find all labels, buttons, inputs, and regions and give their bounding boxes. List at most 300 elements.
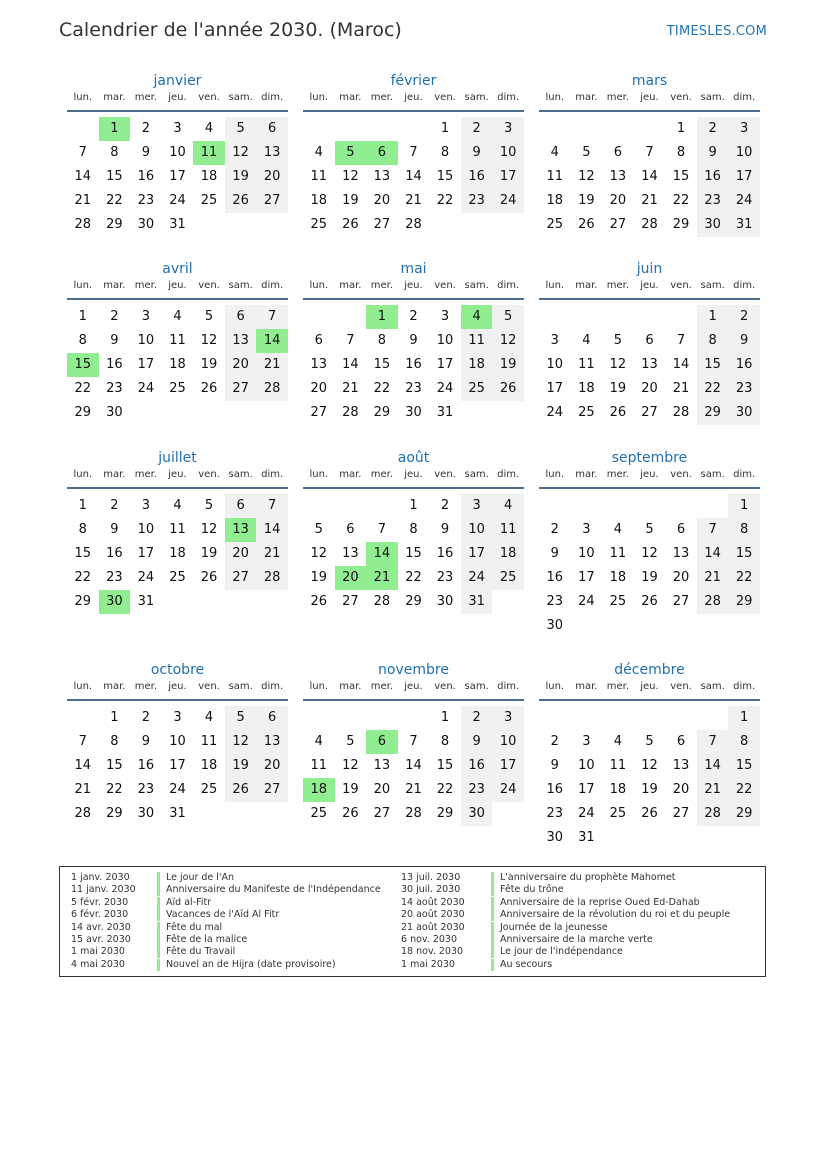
day-cell[interactable]: 16	[137, 758, 155, 773]
day-cell[interactable]: 14	[405, 169, 422, 184]
day-cell[interactable]: 31	[169, 806, 186, 821]
day-cell[interactable]: 25	[310, 806, 328, 821]
day-cell[interactable]: 14	[256, 518, 288, 542]
day-cell[interactable]: 31	[461, 590, 493, 614]
day-cell[interactable]: 26	[578, 217, 595, 232]
day-cell[interactable]: 29	[74, 594, 92, 609]
day-cell[interactable]: 28	[74, 217, 92, 232]
day-cell[interactable]: 16	[546, 570, 564, 585]
day-cell[interactable]: 26	[492, 377, 524, 401]
day-cell[interactable]: 2	[550, 734, 559, 749]
day-cell[interactable]: 13	[310, 357, 328, 372]
day-cell[interactable]: 15	[373, 357, 391, 372]
day-cell[interactable]: 5	[492, 305, 524, 329]
day-cell[interactable]: 24	[461, 566, 493, 590]
day-cell[interactable]: 23	[461, 778, 493, 802]
day-cell[interactable]: 22	[672, 193, 690, 208]
day-cell[interactable]: 8	[440, 734, 450, 749]
day-cell[interactable]: 23	[461, 189, 493, 213]
day-cell[interactable]: 15	[728, 754, 760, 778]
day-cell[interactable]: 10	[137, 333, 155, 348]
day-cell[interactable]: 25	[310, 217, 328, 232]
day-cell[interactable]: 25	[609, 806, 627, 821]
day-cell[interactable]: 14	[256, 329, 288, 353]
day-cell[interactable]: 6	[676, 734, 686, 749]
day-cell[interactable]: 30	[137, 217, 155, 232]
day-cell[interactable]: 2	[110, 309, 119, 324]
day-cell[interactable]: 5	[346, 734, 355, 749]
day-cell[interactable]: 22	[106, 193, 123, 208]
day-cell[interactable]: 27	[225, 566, 257, 590]
day-cell[interactable]: 8	[110, 145, 119, 160]
day-cell[interactable]: 3	[582, 522, 591, 537]
day-cell[interactable]: 8	[676, 145, 686, 160]
day-cell[interactable]: 23	[546, 806, 564, 821]
day-cell[interactable]: 19	[609, 381, 627, 396]
day-cell[interactable]: 21	[74, 193, 92, 208]
day-cell[interactable]: 19	[200, 357, 218, 372]
day-cell[interactable]: 14	[672, 357, 690, 372]
day-cell[interactable]: 20	[641, 381, 658, 396]
day-cell[interactable]: 27	[672, 806, 690, 821]
day-cell[interactable]: 30	[436, 594, 454, 609]
day-cell[interactable]: 26	[609, 405, 627, 420]
day-cell[interactable]: 8	[110, 734, 119, 749]
day-cell[interactable]: 4	[314, 145, 323, 160]
day-cell[interactable]: 13	[256, 730, 288, 754]
day-cell[interactable]: 9	[141, 145, 151, 160]
day-cell[interactable]: 21	[641, 193, 658, 208]
day-cell[interactable]: 1	[676, 121, 686, 136]
day-cell[interactable]: 30	[137, 806, 155, 821]
day-cell[interactable]: 11	[609, 758, 627, 773]
day-cell[interactable]: 8	[440, 145, 450, 160]
day-cell[interactable]: 29	[106, 806, 123, 821]
day-cell[interactable]: 7	[409, 145, 418, 160]
day-cell[interactable]: 23	[546, 594, 564, 609]
day-cell[interactable]: 3	[582, 734, 591, 749]
day-cell[interactable]: 24	[492, 189, 524, 213]
day-cell[interactable]: 7	[78, 734, 87, 749]
day-cell[interactable]: 16	[106, 546, 123, 561]
day-cell[interactable]: 3	[173, 121, 182, 136]
day-cell[interactable]: 26	[342, 806, 359, 821]
day-cell[interactable]: 8	[377, 333, 387, 348]
day-cell[interactable]: 11	[461, 329, 493, 353]
day-cell[interactable]: 24	[578, 594, 595, 609]
day-cell[interactable]: 27	[641, 405, 658, 420]
day-cell[interactable]: 23	[728, 377, 760, 401]
day-cell[interactable]: 31	[578, 830, 595, 845]
day-cell[interactable]: 17	[578, 782, 595, 797]
day-cell[interactable]: 5	[613, 333, 623, 348]
day-cell[interactable]: 31	[436, 405, 454, 420]
day-cell[interactable]: 30	[546, 830, 564, 845]
day-cell[interactable]: 28	[697, 802, 729, 826]
day-cell[interactable]: 24	[137, 570, 155, 585]
day-cell[interactable]: 2	[141, 121, 151, 136]
day-cell[interactable]: 20	[225, 353, 257, 377]
day-cell[interactable]: 29	[728, 590, 760, 614]
day-cell[interactable]: 18	[609, 570, 627, 585]
day-cell[interactable]: 3	[461, 494, 493, 518]
day-cell[interactable]: 4	[613, 522, 623, 537]
day-cell[interactable]: 27	[310, 405, 328, 420]
day-cell[interactable]: 28	[256, 566, 288, 590]
day-cell[interactable]: 19	[641, 782, 658, 797]
day-cell[interactable]: 16	[697, 165, 729, 189]
day-cell[interactable]: 30	[405, 405, 422, 420]
day-cell[interactable]: 2	[409, 309, 418, 324]
day-cell[interactable]: 29	[436, 806, 454, 821]
day-cell[interactable]: 12	[609, 357, 627, 372]
day-cell[interactable]: 14	[74, 169, 92, 184]
day-cell[interactable]: 22	[106, 782, 123, 797]
day-cell[interactable]: 25	[492, 566, 524, 590]
day-cell[interactable]: 13	[342, 546, 359, 561]
day-cell[interactable]: 22	[373, 381, 391, 396]
day-cell[interactable]: 16	[436, 546, 454, 561]
day-cell[interactable]: 3	[550, 333, 559, 348]
day-cell[interactable]: 9	[461, 730, 493, 754]
day-cell[interactable]: 6	[676, 522, 686, 537]
day-cell[interactable]: 15	[728, 542, 760, 566]
day-cell[interactable]: 17	[436, 357, 454, 372]
day-cell[interactable]: 10	[137, 522, 155, 537]
day-cell[interactable]: 6	[225, 494, 257, 518]
day-cell[interactable]: 25	[200, 782, 218, 797]
day-cell[interactable]: 4	[173, 309, 182, 324]
day-cell[interactable]: 28	[373, 594, 391, 609]
day-cell[interactable]: 19	[225, 165, 257, 189]
day-cell[interactable]: 27	[373, 217, 391, 232]
day-cell[interactable]: 4	[550, 145, 559, 160]
day-cell[interactable]: 8	[728, 730, 760, 754]
day-cell[interactable]: 20	[672, 782, 690, 797]
day-cell[interactable]: 12	[200, 333, 218, 348]
day-cell[interactable]: 25	[609, 594, 627, 609]
day-cell[interactable]: 16	[461, 754, 493, 778]
day-cell[interactable]: 1	[728, 706, 760, 730]
day-cell[interactable]: 6	[366, 141, 398, 165]
day-cell[interactable]: 15	[697, 353, 729, 377]
day-cell[interactable]: 21	[405, 193, 422, 208]
day-cell[interactable]: 14	[342, 357, 359, 372]
day-cell[interactable]: 29	[373, 405, 391, 420]
day-cell[interactable]: 31	[169, 217, 186, 232]
day-cell[interactable]: 3	[141, 309, 151, 324]
day-cell[interactable]: 10	[492, 730, 524, 754]
day-cell[interactable]: 10	[436, 333, 454, 348]
day-cell[interactable]: 17	[546, 381, 564, 396]
day-cell[interactable]: 25	[461, 377, 493, 401]
day-cell[interactable]: 18	[492, 542, 524, 566]
day-cell[interactable]: 19	[342, 193, 359, 208]
day-cell[interactable]: 31	[137, 594, 155, 609]
day-cell[interactable]: 13	[672, 758, 690, 773]
day-cell[interactable]: 12	[492, 329, 524, 353]
day-cell[interactable]: 5	[314, 522, 323, 537]
day-cell[interactable]: 6	[225, 305, 257, 329]
day-cell[interactable]: 10	[728, 141, 760, 165]
day-cell[interactable]: 1	[78, 309, 87, 324]
day-cell[interactable]: 21	[74, 782, 92, 797]
day-cell[interactable]: 18	[609, 782, 627, 797]
day-cell[interactable]: 14	[366, 542, 398, 566]
day-cell[interactable]: 21	[697, 778, 729, 802]
day-cell[interactable]: 18	[200, 758, 218, 773]
day-cell[interactable]: 10	[578, 758, 595, 773]
day-cell[interactable]: 10	[461, 518, 493, 542]
day-cell[interactable]: 4	[461, 305, 493, 329]
day-cell[interactable]: 30	[461, 802, 493, 826]
day-cell[interactable]: 22	[728, 566, 760, 590]
day-cell[interactable]: 20	[310, 381, 328, 396]
day-cell[interactable]: 19	[225, 754, 257, 778]
day-cell[interactable]: 2	[141, 710, 151, 725]
day-cell[interactable]: 15	[106, 758, 123, 773]
day-cell[interactable]: 23	[106, 381, 123, 396]
day-cell[interactable]: 9	[409, 333, 418, 348]
day-cell[interactable]: 1	[409, 498, 418, 513]
day-cell[interactable]: 2	[728, 305, 760, 329]
day-cell[interactable]: 18	[310, 193, 328, 208]
day-cell[interactable]: 10	[169, 734, 186, 749]
day-cell[interactable]: 16	[137, 169, 155, 184]
day-cell[interactable]: 27	[672, 594, 690, 609]
day-cell[interactable]: 1	[697, 305, 729, 329]
site-logo[interactable]: TIMESLES.COM	[666, 24, 767, 39]
day-cell[interactable]: 3	[492, 706, 524, 730]
day-cell[interactable]: 1	[366, 305, 398, 329]
day-cell[interactable]: 30	[697, 213, 729, 237]
day-cell[interactable]: 20	[672, 570, 690, 585]
day-cell[interactable]: 26	[225, 778, 257, 802]
day-cell[interactable]: 15	[436, 169, 454, 184]
day-cell[interactable]: 2	[461, 706, 493, 730]
day-cell[interactable]: 7	[256, 494, 288, 518]
day-cell[interactable]: 25	[578, 405, 595, 420]
day-cell[interactable]: 21	[256, 353, 288, 377]
day-cell[interactable]: 9	[550, 546, 559, 561]
day-cell[interactable]: 13	[225, 329, 257, 353]
day-cell[interactable]: 7	[697, 518, 729, 542]
day-cell[interactable]: 16	[405, 357, 422, 372]
day-cell[interactable]: 22	[436, 782, 454, 797]
day-cell[interactable]: 12	[578, 169, 595, 184]
day-cell[interactable]: 24	[578, 806, 595, 821]
day-cell[interactable]: 28	[405, 806, 422, 821]
day-cell[interactable]: 4	[173, 498, 182, 513]
day-cell[interactable]: 12	[310, 546, 328, 561]
day-cell[interactable]: 4	[204, 121, 214, 136]
day-cell[interactable]: 21	[256, 542, 288, 566]
day-cell[interactable]: 9	[461, 141, 493, 165]
day-cell[interactable]: 11	[169, 522, 186, 537]
day-cell[interactable]: 23	[436, 570, 454, 585]
day-cell[interactable]: 24	[436, 381, 454, 396]
day-cell[interactable]: 13	[373, 169, 391, 184]
day-cell[interactable]: 17	[137, 357, 155, 372]
day-cell[interactable]: 14	[697, 542, 729, 566]
day-cell[interactable]: 24	[169, 782, 186, 797]
day-cell[interactable]: 16	[106, 357, 123, 372]
day-cell[interactable]: 13	[672, 546, 690, 561]
day-cell[interactable]: 20	[373, 193, 391, 208]
day-cell[interactable]: 9	[550, 758, 559, 773]
day-cell[interactable]: 22	[436, 193, 454, 208]
day-cell[interactable]: 26	[310, 594, 328, 609]
day-cell[interactable]: 1	[728, 494, 760, 518]
day-cell[interactable]: 27	[342, 594, 359, 609]
day-cell[interactable]: 27	[256, 778, 288, 802]
day-cell[interactable]: 16	[728, 353, 760, 377]
day-cell[interactable]: 26	[342, 217, 359, 232]
day-cell[interactable]: 20	[335, 566, 367, 590]
day-cell[interactable]: 19	[310, 570, 328, 585]
day-cell[interactable]: 5	[645, 734, 654, 749]
day-cell[interactable]: 7	[676, 333, 686, 348]
day-cell[interactable]: 7	[346, 333, 355, 348]
day-cell[interactable]: 20	[256, 754, 288, 778]
day-cell[interactable]: 3	[492, 117, 524, 141]
day-cell[interactable]: 8	[409, 522, 418, 537]
day-cell[interactable]: 12	[225, 141, 257, 165]
day-cell[interactable]: 15	[436, 758, 454, 773]
day-cell[interactable]: 13	[256, 141, 288, 165]
day-cell[interactable]: 26	[641, 594, 658, 609]
day-cell[interactable]: 15	[106, 169, 123, 184]
day-cell[interactable]: 5	[204, 309, 214, 324]
day-cell[interactable]: 9	[728, 329, 760, 353]
day-cell[interactable]: 4	[582, 333, 591, 348]
day-cell[interactable]: 26	[641, 806, 658, 821]
day-cell[interactable]: 23	[106, 570, 123, 585]
day-cell[interactable]: 18	[578, 381, 595, 396]
day-cell[interactable]: 6	[366, 730, 398, 754]
day-cell[interactable]: 15	[67, 353, 99, 377]
day-cell[interactable]: 9	[440, 522, 450, 537]
day-cell[interactable]: 26	[225, 189, 257, 213]
day-cell[interactable]: 12	[641, 758, 658, 773]
day-cell[interactable]: 19	[492, 353, 524, 377]
day-cell[interactable]: 28	[256, 377, 288, 401]
day-cell[interactable]: 3	[728, 117, 760, 141]
day-cell[interactable]: 14	[405, 758, 422, 773]
day-cell[interactable]: 11	[492, 518, 524, 542]
day-cell[interactable]: 5	[225, 117, 257, 141]
day-cell[interactable]: 11	[310, 169, 328, 184]
day-cell[interactable]: 9	[141, 734, 151, 749]
day-cell[interactable]: 2	[697, 117, 729, 141]
day-cell[interactable]: 1	[440, 710, 450, 725]
day-cell[interactable]: 10	[546, 357, 564, 372]
day-cell[interactable]: 16	[461, 165, 493, 189]
day-cell[interactable]: 20	[373, 782, 391, 797]
day-cell[interactable]: 11	[310, 758, 328, 773]
day-cell[interactable]: 21	[697, 566, 729, 590]
day-cell[interactable]: 1	[440, 121, 450, 136]
day-cell[interactable]: 17	[492, 754, 524, 778]
day-cell[interactable]: 19	[578, 193, 595, 208]
day-cell[interactable]: 28	[641, 217, 658, 232]
day-cell[interactable]: 21	[366, 566, 398, 590]
day-cell[interactable]: 6	[645, 333, 654, 348]
day-cell[interactable]: 5	[225, 706, 257, 730]
day-cell[interactable]: 8	[728, 518, 760, 542]
day-cell[interactable]: 21	[342, 381, 359, 396]
day-cell[interactable]: 15	[74, 546, 92, 561]
day-cell[interactable]: 1	[110, 710, 119, 725]
day-cell[interactable]: 24	[728, 189, 760, 213]
day-cell[interactable]: 17	[461, 542, 493, 566]
day-cell[interactable]: 7	[645, 145, 654, 160]
day-cell[interactable]: 14	[641, 169, 658, 184]
day-cell[interactable]: 5	[335, 141, 367, 165]
day-cell[interactable]: 26	[200, 381, 218, 396]
day-cell[interactable]: 28	[342, 405, 359, 420]
day-cell[interactable]: 11	[609, 546, 627, 561]
day-cell[interactable]: 23	[405, 381, 422, 396]
day-cell[interactable]: 8	[78, 522, 87, 537]
day-cell[interactable]: 9	[697, 141, 729, 165]
day-cell[interactable]: 6	[256, 117, 288, 141]
day-cell[interactable]: 3	[173, 710, 182, 725]
day-cell[interactable]: 23	[697, 189, 729, 213]
day-cell[interactable]: 27	[609, 217, 627, 232]
day-cell[interactable]: 5	[645, 522, 654, 537]
day-cell[interactable]: 22	[74, 570, 92, 585]
day-cell[interactable]: 10	[578, 546, 595, 561]
day-cell[interactable]: 17	[169, 169, 186, 184]
day-cell[interactable]: 18	[169, 546, 186, 561]
day-cell[interactable]: 18	[546, 193, 564, 208]
day-cell[interactable]: 14	[697, 754, 729, 778]
day-cell[interactable]: 26	[200, 570, 218, 585]
day-cell[interactable]: 18	[169, 357, 186, 372]
day-cell[interactable]: 24	[137, 381, 155, 396]
day-cell[interactable]: 1	[78, 498, 87, 513]
day-cell[interactable]: 11	[546, 169, 564, 184]
day-cell[interactable]: 31	[728, 213, 760, 237]
day-cell[interactable]: 19	[200, 546, 218, 561]
day-cell[interactable]: 12	[342, 169, 359, 184]
day-cell[interactable]: 11	[193, 141, 225, 165]
day-cell[interactable]: 25	[169, 570, 186, 585]
day-cell[interactable]: 1	[99, 117, 131, 141]
day-cell[interactable]: 22	[74, 381, 92, 396]
day-cell[interactable]: 2	[440, 498, 450, 513]
day-cell[interactable]: 20	[256, 165, 288, 189]
day-cell[interactable]: 29	[74, 405, 92, 420]
day-cell[interactable]: 28	[697, 590, 729, 614]
day-cell[interactable]: 29	[728, 802, 760, 826]
day-cell[interactable]: 4	[492, 494, 524, 518]
day-cell[interactable]: 13	[609, 169, 627, 184]
day-cell[interactable]: 10	[492, 141, 524, 165]
day-cell[interactable]: 24	[546, 405, 564, 420]
day-cell[interactable]: 30	[99, 590, 131, 614]
day-cell[interactable]: 11	[200, 734, 218, 749]
day-cell[interactable]: 12	[200, 522, 218, 537]
day-cell[interactable]: 15	[672, 169, 690, 184]
day-cell[interactable]: 18	[200, 169, 218, 184]
day-cell[interactable]: 6	[613, 145, 623, 160]
day-cell[interactable]: 4	[314, 734, 323, 749]
day-cell[interactable]: 6	[314, 333, 323, 348]
day-cell[interactable]: 29	[672, 217, 690, 232]
day-cell[interactable]: 19	[641, 570, 658, 585]
